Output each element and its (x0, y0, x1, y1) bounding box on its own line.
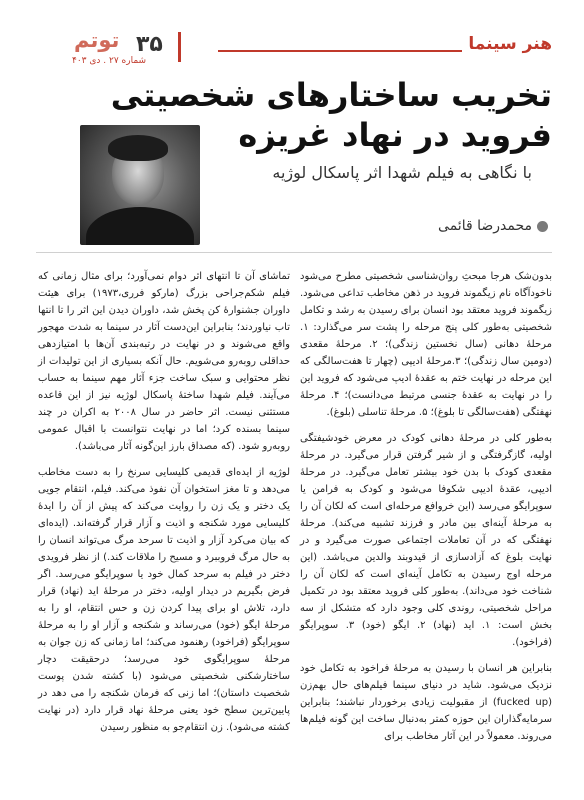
article-subtitle: با نگاهی به فیلم شهدا اثر پاسکال لوژیه (272, 163, 532, 182)
photo-shoulders (86, 207, 194, 245)
paragraph: تماشای آن تا انتهای اثر دوام نمی‌آورد؛ برای مثال زمانی که فیلم شکم‌جراحی بزرگ (مارکو فرری،۱۹۷۳) برای هیئت داوران جشنوارهٔ کن پخش شد، داوران دیدن این اثر را تا انتها تاب نیاوردند؛ بنابراین این‌دست آثار در سینما به شدت مهجور واقع می‌شوند و در نهایت در رتبه‌بندی آن‌ها با امتیازدهی حداقلی روبه‌رو می‌شویم. حال آنکه بسیاری از این تولیدات از نظر محتوایی و سبک ساخت جزء آثار مهم سینما به حساب می‌آیند. فیلم شهدا ساختهٔ پاسکال لوژیه نیز از این قاعده مستثنی نیست. اثر حاضر در سال ۲۰۰۸ به اکران در چند سینما بسنده کرد؛ اما در نهایت نتوانست با اقبال عمومی روبه‌رو شود. (که مصداق بارز این‌گونه آثار می‌باشد). (38, 271, 291, 452)
text-column-right (300, 268, 552, 745)
page-header (36, 28, 552, 80)
issue-info: شماره ۲۷ . دی ۴۰۳ (72, 56, 147, 66)
magazine-logo: توتم (74, 28, 120, 52)
paragraph: لوژیه از ایده‌ای قدیمی کلیسایی سرنخ را به دست مخاطب می‌دهد و تا مغز استخوان آن نفوذ می‌کند. فیلم، انتقام جویی یک دختر و یک زن را روایت می‌کند که پیش از آن را ایدهٔ کلیسایی مورد شکنجه و اذیت و آزار قرار گرفته‌اند. (ایده‌ای که بیان می‌کرد آزار و اذیت تا سرحد مرگ می‌تواند انسان را به حال مرگ فروببرد و مسیح را ملاقات کند.) از نظر فرویدی دختر در فیلم به سرحد کمال خود یا سوپرایگو می‌رسد. اگر فرض بگیریم در دیدار اولیه، دختر در مرحلهٔ اید (نهاد) قرار دارد، تلاش او برای پیدا کردن زن و حس انتقام، او را به مرحلهٔ ایگو (خود) می‌رساند و شکنجه و آزار او را به مرحلهٔ سوپرایگو (فراخود) رهنمود می‌کند؛ اما زمانی که زن جوان به مرحلهٔ سوپرایگوی خود می‌رسد؛ درحقیقت دچار ساختارشکنی شخصیتی می‌شود (با کشته شدن پوست شخصیت داستان)؛ اما زنی که فرمان شکنجه را می دهد در پایین‌ترین سطح خود یعنی مرحلهٔ نهاد قرار دارد (در نهایت کشته می‌شود). زن انتقام‌جو به منظور رسیدن (38, 467, 290, 733)
paragraph: بدون‌شک هرجا مبحثِ روان‌شناسی شخصیتی مطرح می‌شود ناخودآگاه نام زیگموند فروید در ذهن مخاطب تداعی می‌شود. زیگموند فروید معتقد بود انسان برای رسیدن به رشد و تکامل شخصیتی به‌طور کلی پنج مرحله را پشت سر می‌گذارد: ۱. مرحلهٔ دهانی (سال نخستین زندگی)؛ ۲. مرحلهٔ مقعدی (دومین سال زندگی)؛ ۳.مرحلهٔ ادیپی (چهار تا هفت‌سالگی که این مرحله در نهایت ختم به عقدهٔ ادیپ می‌شود که فروید این را در نهایت به عقدهٔ جنسی مرتبط می‌دانست)؛ ۴. مرحلهٔ نهفتگی (هفت‌سالگی تا بلوغ)؛ ۵. مرحلهٔ تناسلی (بلوغ). (300, 271, 553, 418)
section-label: هنر سینما (468, 34, 552, 54)
text-column-left (38, 268, 290, 736)
photo-hair (108, 135, 168, 161)
title-line-1: تخریب ساختارهای شخصیتی (110, 76, 552, 114)
page-number: ۳۵ (136, 32, 163, 57)
paragraph: بنابراین هر انسان با رسیدن به مرحلهٔ فراخود به تکامل خود نزدیک می‌شود. شاید در دنیای سینما فیلم‌های حال بهم‌زن (fucked up) از مقبولیت زیادی برخوردار نباشند؛ بنابراین سرمایه‌گذاران این حوزه کمتر به‌دنبال ساخت این گونه فیلم‌ها می‌روند. معمولاً در این آثار مخاطب برای (300, 663, 552, 742)
author-name: محمدرضا قائمی (438, 218, 532, 234)
author-bullet-icon (537, 221, 548, 232)
paragraph: به‌طور کلی در مرحلهٔ دهانی کودک در معرض خودشیفتگی اولیه، گازگرفتگی و از شیر گرفتن قرار می‌گیرد. در مرحلهٔ مقعدی کودک با بدن خود بیشتر تعامل می‌گیرد. در مرحلهٔ ادیپی، عقدهٔ ادیپی شکوفا می‌شود و کودک به فرامن یا سوپرایگو می‌رسد (این خروافع مرحله‌ای است که لکان آن را به مرحلهٔ آینه‌ای بین مادر و فرزند تشبیه می‌کند). مرحلهٔ نهفتگی که در آن تعاملات اجتماعی صورت می‌گیرد و در نهایت بلوغ که آزادسازی از قیدوبند والدین می‌باشد. (این مرحله اوج رسیدن به تکامل آینه‌ای است که لکان آن را شناخت خود می‌داند). به‌طور کلی فروید معتقد بود در تکمیل مراحل شخصیتی، روندی کلی وجود دارد که متشکل از سه بخش است: ۱. اید (نهاد) ۲. ایگو (خود) ۳. سوپرایگو (فراخود). (300, 433, 552, 648)
section-rule (218, 50, 462, 52)
header-divider (178, 32, 181, 62)
title-line-2: فروید در نهاد غریزه (238, 116, 552, 154)
author-photo (80, 125, 200, 245)
header-divider-line (36, 252, 552, 253)
